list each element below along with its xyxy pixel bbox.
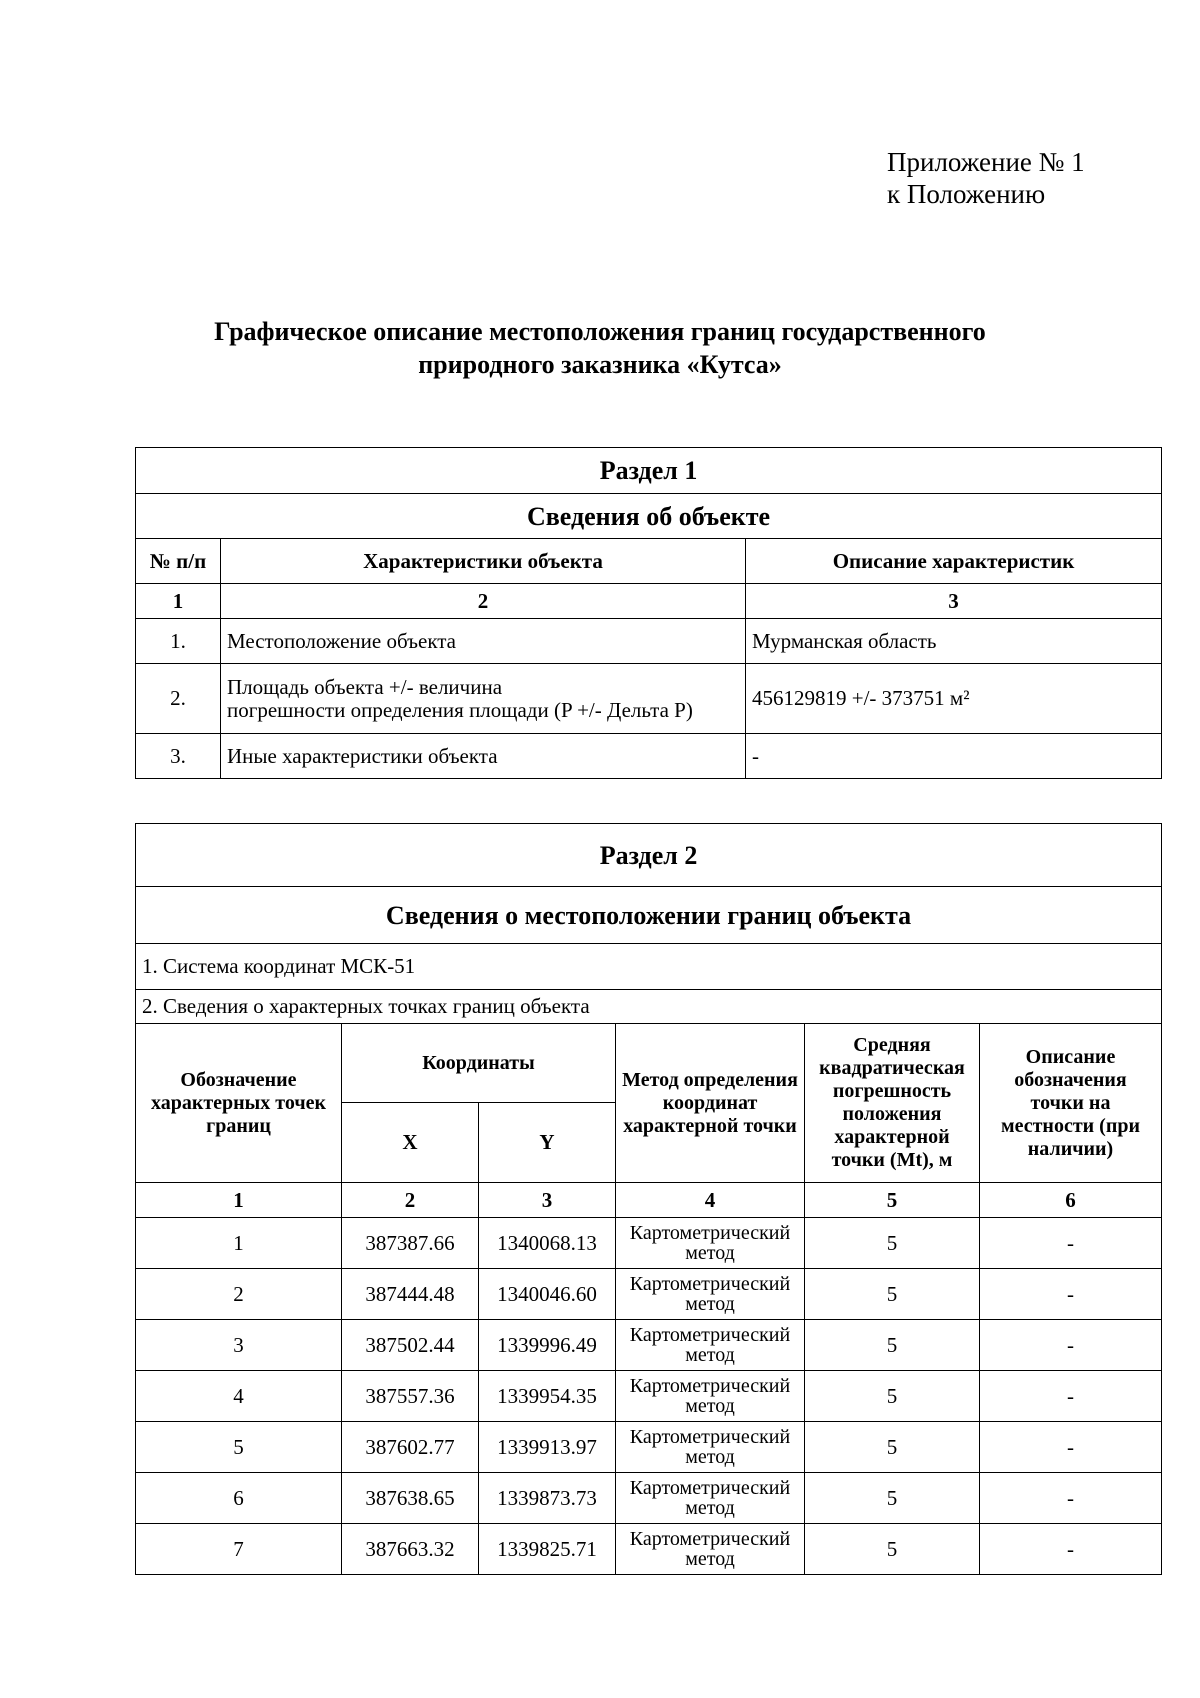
point-x: 387502.44	[342, 1320, 479, 1371]
column-header-y: Y	[479, 1103, 616, 1183]
document-title-line-2: природного заказника «Кутса»	[418, 350, 782, 379]
method-line-1: Картометрический	[629, 1273, 791, 1295]
column-number-6: 6	[980, 1183, 1162, 1218]
points-info: 2. Сведения о характерных точках границ объекта	[136, 990, 1162, 1024]
point-description: -	[980, 1320, 1162, 1371]
column-header-description: Описание характеристик	[746, 539, 1162, 584]
point-method	[616, 1524, 805, 1575]
section-1-label: Раздел 1	[136, 448, 1162, 494]
row-number: 2.	[136, 664, 221, 734]
point-number: 7	[136, 1524, 342, 1575]
column-header-designation: Обозначение характерных точек границ	[136, 1024, 342, 1183]
appendix-note	[887, 146, 1085, 210]
table-row	[136, 1422, 1162, 1473]
document-title	[100, 315, 1100, 381]
method-line-2: метод	[685, 1293, 735, 1315]
point-x: 387557.36	[342, 1371, 479, 1422]
method-line-2: метод	[685, 1242, 735, 1264]
method-line-1: Картометрический	[629, 1222, 791, 1244]
column-number-1: 1	[136, 1183, 342, 1218]
column-header-number: № п/п	[136, 539, 221, 584]
point-y: 1340046.60	[479, 1269, 616, 1320]
column-number-2: 2	[342, 1183, 479, 1218]
row-characteristic-line-1: Площадь объекта +/- величина	[227, 674, 503, 699]
point-x: 387444.48	[342, 1269, 479, 1320]
point-error: 5	[805, 1320, 980, 1371]
point-error: 5	[805, 1269, 980, 1320]
appendix-line-1: Приложение № 1	[887, 147, 1085, 177]
point-error: 5	[805, 1473, 980, 1524]
point-x: 387602.77	[342, 1422, 479, 1473]
table-row	[136, 1269, 1162, 1320]
section-2-label: Раздел 2	[136, 824, 1162, 887]
row-characteristic	[221, 664, 746, 734]
row-description: Мурманская область	[746, 619, 1162, 664]
column-number-1: 1	[136, 584, 221, 619]
point-number: 4	[136, 1371, 342, 1422]
point-method	[616, 1371, 805, 1422]
column-number-5: 5	[805, 1183, 980, 1218]
point-error: 5	[805, 1218, 980, 1269]
method-line-2: метод	[685, 1548, 735, 1570]
appendix-line-2: к Положению	[887, 179, 1046, 209]
point-number: 3	[136, 1320, 342, 1371]
column-header-method: Метод определения координат характерной точки	[616, 1024, 805, 1183]
point-y: 1340068.13	[479, 1218, 616, 1269]
table-row	[136, 734, 1162, 779]
column-header-point-description: Описание обозначения точки на местности (при наличии)	[980, 1024, 1162, 1183]
method-line-2: метод	[685, 1446, 735, 1468]
table-row	[136, 1218, 1162, 1269]
row-description: -	[746, 734, 1162, 779]
point-error: 5	[805, 1422, 980, 1473]
point-number: 5	[136, 1422, 342, 1473]
point-method	[616, 1422, 805, 1473]
column-header-x: X	[342, 1103, 479, 1183]
section-2-table	[135, 823, 1162, 1575]
point-method	[616, 1473, 805, 1524]
method-line-2: метод	[685, 1497, 735, 1519]
row-characteristic-line-2: погрешности определения площади (P +/- Дельта P)	[227, 697, 693, 722]
method-line-1: Картометрический	[629, 1375, 791, 1397]
point-y: 1339913.97	[479, 1422, 616, 1473]
row-description: 456129819 +/- 373751 м²	[746, 664, 1162, 734]
point-method	[616, 1269, 805, 1320]
table-row	[136, 1473, 1162, 1524]
table-row	[136, 1371, 1162, 1422]
point-y: 1339996.49	[479, 1320, 616, 1371]
coordinate-system: 1. Система координат МСК-51	[136, 944, 1162, 990]
point-error: 5	[805, 1371, 980, 1422]
column-header-error: Средняя квадратическая погрешность положения характерной точки (Mt), м	[805, 1024, 980, 1183]
column-header-coordinates: Координаты	[342, 1024, 616, 1103]
table-row	[136, 1320, 1162, 1371]
point-description: -	[980, 1524, 1162, 1575]
point-x: 387663.32	[342, 1524, 479, 1575]
point-number: 2	[136, 1269, 342, 1320]
point-description: -	[980, 1269, 1162, 1320]
row-number: 3.	[136, 734, 221, 779]
point-description: -	[980, 1218, 1162, 1269]
column-number-2: 2	[221, 584, 746, 619]
method-line-2: метод	[685, 1395, 735, 1417]
column-header-characteristic: Характеристики объекта	[221, 539, 746, 584]
section-2-title: Сведения о местоположении границ объекта	[136, 887, 1162, 944]
section-1-title: Сведения об объекте	[136, 494, 1162, 539]
point-y: 1339873.73	[479, 1473, 616, 1524]
point-y: 1339954.35	[479, 1371, 616, 1422]
table-row	[136, 664, 1162, 734]
row-characteristic: Местоположение объекта	[221, 619, 746, 664]
method-line-1: Картометрический	[629, 1477, 791, 1499]
table-row	[136, 619, 1162, 664]
row-number: 1.	[136, 619, 221, 664]
point-method	[616, 1320, 805, 1371]
column-number-3: 3	[479, 1183, 616, 1218]
section-1-table	[135, 447, 1162, 779]
table-row	[136, 1524, 1162, 1575]
method-line-1: Картометрический	[629, 1528, 791, 1550]
point-description: -	[980, 1371, 1162, 1422]
method-line-1: Картометрический	[629, 1324, 791, 1346]
point-x: 387638.65	[342, 1473, 479, 1524]
point-method	[616, 1218, 805, 1269]
column-number-4: 4	[616, 1183, 805, 1218]
method-line-1: Картометрический	[629, 1426, 791, 1448]
column-number-3: 3	[746, 584, 1162, 619]
document-title-line-1: Графическое описание местоположения границ государственного	[214, 317, 986, 346]
point-error: 5	[805, 1524, 980, 1575]
point-description: -	[980, 1422, 1162, 1473]
point-y: 1339825.71	[479, 1524, 616, 1575]
point-x: 387387.66	[342, 1218, 479, 1269]
row-characteristic: Иные характеристики объекта	[221, 734, 746, 779]
point-number: 6	[136, 1473, 342, 1524]
method-line-2: метод	[685, 1344, 735, 1366]
point-description: -	[980, 1473, 1162, 1524]
point-number: 1	[136, 1218, 342, 1269]
